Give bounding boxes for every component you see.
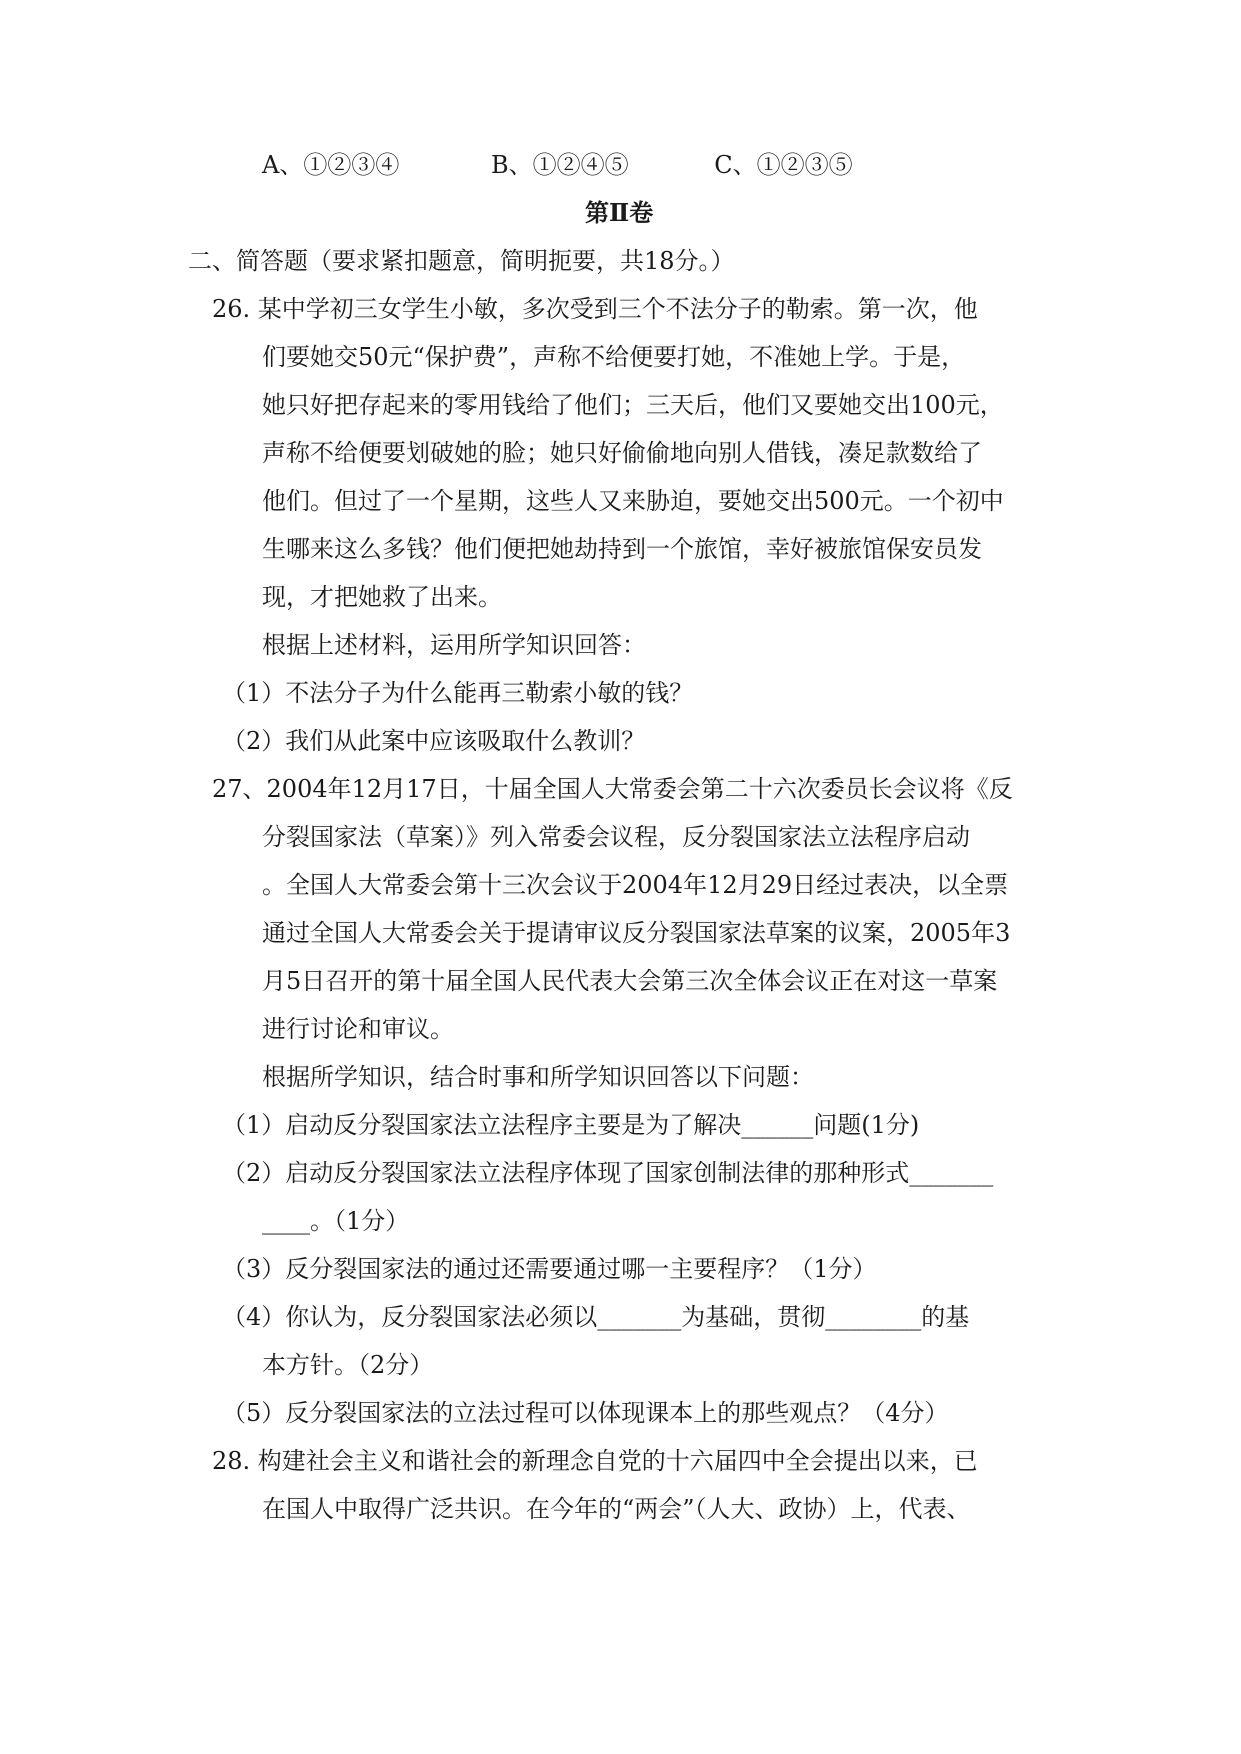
q27-line-4: 通过全国人大常委会关于提请审议反分裂国家法草案的议案，2005年3 <box>262 919 1011 947</box>
q27-sub-5: （5）反分裂国家法的立法过程可以体现课本上的那些观点？（4分） <box>222 1399 949 1427</box>
q26-line-2: 们要她交50元“保护费”，声称不给便要打她，不准她上学。于是， <box>262 343 966 371</box>
q26-line-1: 26. 某中学初三女学生小敏，多次受到三个不法分子的勒索。第一次，他 <box>212 295 978 323</box>
q27-line-3: 。全国人大常委会第十三次会议于2004年12月29日经过表决，以全票 <box>262 871 1009 899</box>
answer-options <box>262 148 853 182</box>
q27-prompt: 根据所学知识，结合时事和所学知识回答以下问题： <box>262 1063 814 1091</box>
q27-sub-2-line-1: （2）启动反分裂国家法立法程序体现了国家创制法律的那种形式_______ <box>222 1159 994 1187</box>
option-c: C、①②③⑤ <box>714 151 853 179</box>
q26-line-7: 现，才把她救了出来。 <box>262 583 502 611</box>
q26-line-6: 生哪来这么多钱？他们便把她劫持到一个旅馆，幸好被旅馆保安员发 <box>262 535 982 563</box>
q26-sub-2: （2）我们从此案中应该吸取什么教训？ <box>222 727 646 755</box>
q27-line-1: 27、2004年12月17日，十届全国人大常委会第二十六次委员长会议将《反 <box>212 775 1013 803</box>
q27-line-5: 月5日召开的第十届全国人民代表大会第三次全体会议正在对这一草案 <box>262 967 998 995</box>
option-b: B、①②④⑤ <box>490 151 629 179</box>
q27-sub-3: （3）反分裂国家法的通过还需要通过哪一主要程序？（1分） <box>222 1255 877 1283</box>
q27-line-6: 进行讨论和审议。 <box>262 1015 454 1043</box>
q27-line-2: 分裂国家法（草案）》列入常委会议程，反分裂国家法立法程序启动 <box>262 823 970 851</box>
section-title: 第Ⅱ卷 <box>585 198 654 227</box>
q28-line-2: 在国人中取得广泛共识。在今年的“两会”（人大、政协）上，代表、 <box>262 1495 971 1523</box>
q26-sub-1: （1）不法分子为什么能再三勒索小敏的钱？ <box>222 679 694 707</box>
q28-line-1: 28. 构建社会主义和谐社会的新理念自党的十六届四中全会提出以来，已 <box>212 1447 978 1475</box>
q26-line-4: 声称不给便要划破她的脸；她只好偷偷地向别人借钱，凑足款数给了 <box>262 439 982 467</box>
q27-sub-1: （1）启动反分裂国家法立法程序主要是为了解决______问题(1分) <box>222 1111 920 1139</box>
part-heading: 二、简答题（要求紧扣题意，简明扼要，共18分。） <box>188 247 735 275</box>
q26-line-3: 她只好把存起来的零用钱给了他们；三天后，他们又要她交出100元， <box>262 391 1004 419</box>
q26-line-5: 他们。但过了一个星期，这些人又来胁迫，要她交出500元。一个初中 <box>262 487 1004 515</box>
q27-sub-4-line-1: （4）你认为，反分裂国家法必须以_______为基础，贯彻________的基 <box>222 1303 970 1331</box>
q27-sub-4-line-2: 本方针。（2分） <box>262 1351 434 1379</box>
option-a: A、①②③④ <box>262 151 400 179</box>
q26-prompt: 根据上述材料，运用所学知识回答： <box>262 631 646 659</box>
q27-sub-2-line-2: ____。（1分） <box>262 1207 410 1235</box>
